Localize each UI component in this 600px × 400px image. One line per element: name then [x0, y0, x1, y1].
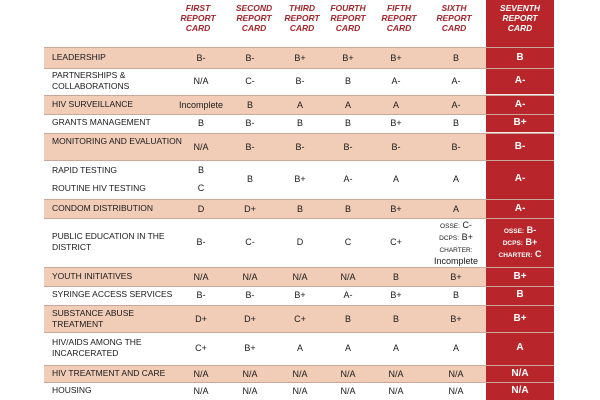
grade-fifth: A — [392, 174, 399, 184]
grade-sixth: B- — [451, 142, 461, 152]
grade-third: B+ — [294, 53, 306, 63]
row-label-secondary: ROUTINE HIV TESTING — [52, 183, 146, 193]
header-sixth: SIXTH REPORT CARD — [436, 3, 472, 33]
grade-sixth: B+ — [450, 272, 462, 282]
grade-third: B — [296, 204, 303, 214]
grade-third: B- — [295, 76, 305, 86]
row-partnerships — [44, 68, 554, 94]
grade-third: B — [296, 118, 303, 128]
grade-seventh: A- — [514, 75, 526, 86]
grade-second: B- — [245, 53, 255, 63]
grade-sixth: A — [452, 174, 459, 184]
header-fourth: FOURTH REPORT CARD — [330, 3, 366, 33]
seventh-osse — [486, 225, 554, 237]
grade-first: B — [197, 118, 204, 128]
row-label: GRANTS MANAGEMENT — [52, 117, 151, 127]
row-syringe-access — [44, 286, 554, 304]
sixth-dcps — [428, 232, 484, 244]
grade-third: A — [296, 100, 303, 110]
grade-first-secondary: C — [197, 183, 205, 193]
osse-grade: C- — [462, 220, 472, 230]
grade-first: D — [197, 204, 205, 214]
grade-third: A — [296, 343, 303, 353]
dcps-label: DCPS: — [502, 240, 523, 247]
grade-seventh: A- — [514, 173, 526, 184]
grade-first: D+ — [195, 314, 207, 324]
grade-first: B- — [196, 53, 206, 63]
grade-sixth: N/A — [448, 369, 464, 379]
grade-third: N/A — [292, 369, 308, 379]
grade-seventh: A — [516, 342, 524, 353]
grade-fifth: A — [392, 343, 399, 353]
grade-fifth: B- — [391, 142, 401, 152]
row-label: HIV SURVEILLANCE — [52, 99, 134, 109]
charter-grade: C — [534, 249, 542, 259]
grade-seventh: B+ — [513, 117, 527, 128]
grade-third: N/A — [292, 272, 308, 282]
grade-sixth: B — [452, 53, 459, 63]
sixth-charter — [428, 244, 484, 256]
grade-seventh: B — [516, 289, 524, 300]
grade-third: B- — [295, 142, 305, 152]
grade-seventh: B+ — [513, 271, 527, 282]
osse-grade: B- — [526, 225, 537, 235]
row-grants-management — [44, 114, 554, 132]
grade-first: C+ — [195, 343, 207, 353]
row-incarcerated — [44, 332, 554, 364]
grade-fourth: B- — [343, 142, 353, 152]
grade-first: N/A — [193, 272, 209, 282]
row-label: SYRINGE ACCESS SERVICES — [52, 289, 173, 299]
grade-fourth: C — [344, 237, 352, 247]
grade-fifth: B — [392, 272, 399, 282]
grade-seventh: B — [516, 52, 524, 63]
row-label: LEADERSHIP — [52, 52, 106, 62]
row-hiv-treatment — [44, 365, 554, 383]
grade-fourth: B — [344, 118, 351, 128]
grade-first: N/A — [193, 142, 209, 152]
grade-third: B+ — [294, 290, 306, 300]
grade-first: B- — [196, 237, 206, 247]
row-label: SUBSTANCE ABUSE TREATMENT — [52, 308, 135, 329]
row-public-education — [44, 218, 554, 266]
grade-first: Incomplete — [178, 100, 224, 110]
grade-sixth-breakdown — [428, 220, 484, 266]
grade-second: D+ — [244, 204, 256, 214]
grade-fifth: N/A — [388, 386, 404, 396]
grade-fourth: B — [344, 204, 351, 214]
row-housing — [44, 382, 554, 400]
sixth-charter-grade: Incomplete — [433, 256, 479, 266]
grade-third: B+ — [294, 174, 306, 184]
row-label: HIV/AIDS AMONG THE INCARCERATED — [52, 337, 142, 358]
table-header — [0, 0, 600, 44]
grade-first: N/A — [193, 386, 209, 396]
grade-fourth: B — [344, 314, 351, 324]
dcps-grade: B+ — [525, 237, 538, 247]
dcps-label: DCPS: — [439, 235, 460, 242]
header-seventh: SEVENTH REPORT CARD — [499, 3, 541, 33]
sixth-osse — [428, 220, 484, 232]
row-label: CONDOM DISTRIBUTION — [52, 203, 154, 213]
grade-second: N/A — [242, 272, 258, 282]
grade-second: N/A — [242, 369, 258, 379]
grade-fifth: B+ — [390, 204, 402, 214]
seventh-dcps — [486, 237, 554, 249]
grade-fifth: B — [392, 314, 399, 324]
seventh-charter — [486, 249, 554, 261]
grade-second: B- — [245, 118, 255, 128]
grade-fourth: A — [344, 100, 351, 110]
row-condom-distribution — [44, 199, 554, 219]
grade-sixth: A- — [451, 100, 461, 110]
grade-third: N/A — [292, 386, 308, 396]
row-testing — [44, 160, 554, 198]
charter-label: CHARTER: — [439, 247, 473, 254]
row-substance-abuse — [44, 305, 554, 333]
grade-fifth: N/A — [388, 369, 404, 379]
grade-second: N/A — [242, 386, 258, 396]
grade-second: B- — [245, 290, 255, 300]
grade-fourth: N/A — [340, 272, 356, 282]
row-label: HIV TREATMENT AND CARE — [52, 368, 166, 378]
row-label: YOUTH INITIATIVES — [52, 271, 133, 281]
charter-label: CHARTER: — [498, 252, 533, 259]
grade-fourth: B — [344, 76, 351, 86]
grade-seventh: B- — [514, 141, 526, 152]
grade-second: B — [246, 174, 253, 184]
grade-first: B — [197, 165, 204, 175]
grade-second: C- — [245, 76, 255, 86]
osse-label: OSSE: — [440, 223, 460, 230]
grade-third: C+ — [294, 314, 306, 324]
grade-seventh: B+ — [513, 313, 527, 324]
row-youth-initiatives — [44, 267, 554, 287]
grade-first: N/A — [193, 369, 209, 379]
grade-sixth: B — [452, 118, 459, 128]
grade-sixth: B+ — [450, 314, 462, 324]
grade-fifth: B+ — [390, 118, 402, 128]
grade-fifth: A — [392, 100, 399, 110]
grade-fifth: B+ — [390, 290, 402, 300]
row-leadership — [44, 47, 554, 69]
grade-fourth: N/A — [340, 386, 356, 396]
grade-fourth: B+ — [342, 53, 354, 63]
row-label: HOUSING — [52, 385, 92, 395]
grade-sixth: A- — [451, 76, 461, 86]
header-second: SECOND REPORT CARD — [235, 3, 273, 33]
dcps-grade: B+ — [461, 232, 473, 242]
row-label: PARTNERSHIPS & COLLABORATIONS — [52, 70, 130, 91]
grade-second: D+ — [244, 314, 256, 324]
grade-seventh: A- — [514, 99, 526, 110]
grade-fourth: A- — [343, 290, 353, 300]
grade-second: B+ — [244, 343, 256, 353]
grade-seventh: A- — [514, 203, 526, 214]
row-label: RAPID TESTING — [52, 165, 118, 175]
grade-first: N/A — [193, 76, 209, 86]
grade-fifth: B+ — [390, 53, 402, 63]
grade-fifth: C+ — [390, 237, 402, 247]
grade-sixth: B — [452, 290, 459, 300]
grade-second: B- — [245, 142, 255, 152]
grade-second: C- — [245, 237, 255, 247]
grade-first: B- — [196, 290, 206, 300]
grade-sixth: A — [452, 343, 459, 353]
header-fifth: FIFTH REPORT CARD — [381, 3, 417, 33]
row-label: MONITORING AND EVALUATION — [52, 136, 182, 146]
grade-fourth: A- — [343, 174, 353, 184]
grade-fifth: A- — [391, 76, 401, 86]
grade-seventh: N/A — [511, 368, 529, 379]
grade-seventh-breakdown — [486, 225, 554, 261]
grade-sixth: N/A — [448, 386, 464, 396]
grade-fourth: A — [344, 343, 351, 353]
header-third: THIRD REPORT CARD — [284, 3, 320, 33]
row-label: PUBLIC EDUCATION IN THE DISTRICT — [52, 231, 165, 252]
grade-second: B — [246, 100, 253, 110]
grade-seventh: N/A — [511, 385, 529, 396]
grade-sixth: A — [452, 204, 459, 214]
grade-fourth: N/A — [340, 369, 356, 379]
header-first: FIRST REPORT CARD — [180, 3, 216, 33]
grade-third: D — [296, 237, 304, 247]
row-monitoring-evaluation — [44, 133, 554, 161]
osse-label: OSSE: — [503, 228, 525, 235]
row-hiv-surveillance — [44, 95, 554, 115]
